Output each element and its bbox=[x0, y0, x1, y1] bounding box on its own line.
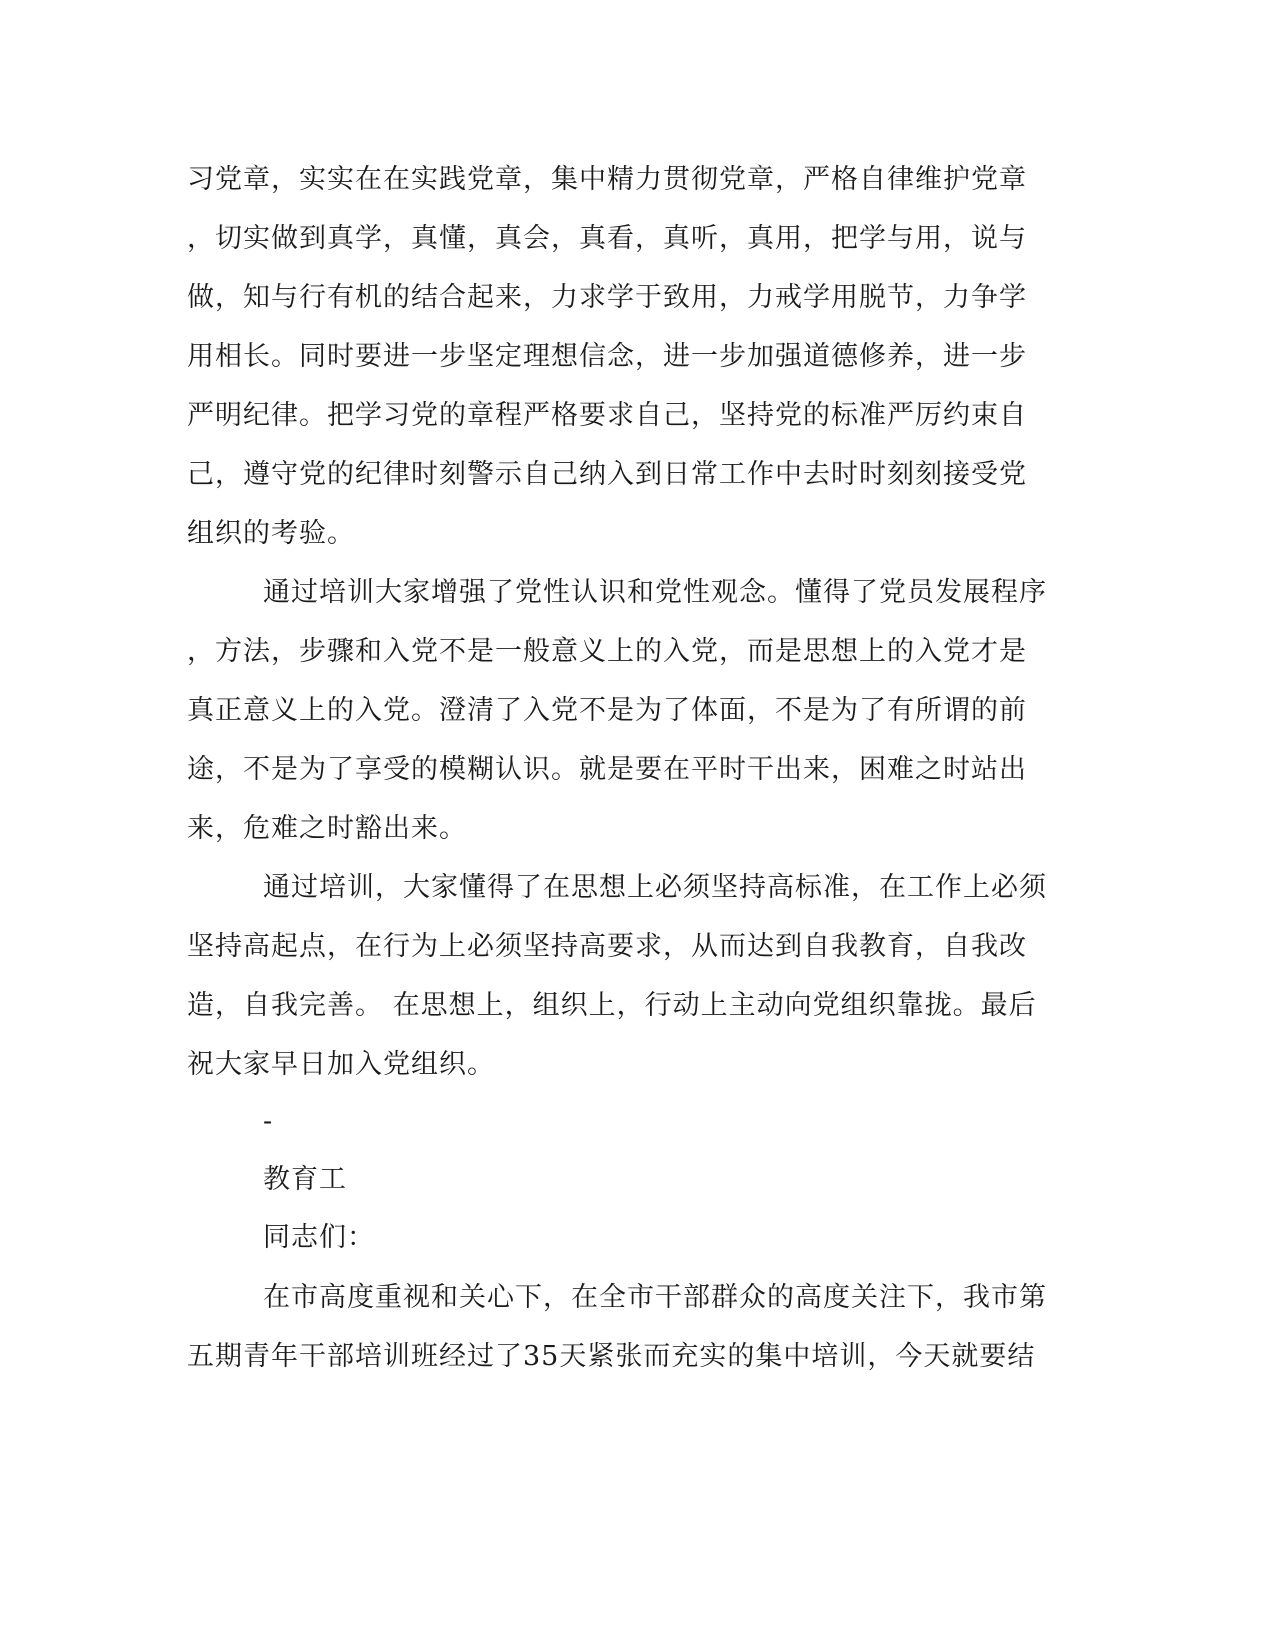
paragraph-2-line-4: 途，不是为了享受的模糊认识。就是要在平时干出来，困难之时站出 bbox=[187, 754, 1027, 785]
paragraph-1-line-4: 用相长。同时要进一步坚定理想信念，进一步加强道德修养，进一步 bbox=[187, 341, 1027, 372]
paragraph-4-line-1: 在市高度重视和关心下，在全市干部群众的高度关注下，我市第 bbox=[263, 1282, 1047, 1313]
paragraph-3-line-3: 造，自我完善。 在思想上，组织上，行动上主动向党组织靠拢。最后 bbox=[187, 990, 1037, 1021]
paragraph-2-line-1: 通过培训大家增强了党性认识和党性观念。懂得了党员发展程序 bbox=[263, 577, 1047, 608]
paragraph-3-line-1: 通过培训，大家懂得了在思想上必须坚持高标准，在工作上必须 bbox=[263, 872, 1047, 903]
separator-dash: - bbox=[263, 1106, 274, 1137]
paragraph-1-line-5: 严明纪律。把学习党的章程严格要求自己，坚持党的标准严厉约束自 bbox=[187, 400, 1027, 431]
paragraph-1-line-6: 己，遵守党的纪律时刻警示自己纳入到日常工作中去时时刻刻接受党 bbox=[187, 459, 1027, 490]
paragraph-2-line-5: 来，危难之时豁出来。 bbox=[187, 813, 467, 844]
paragraph-1-line-2: ，切实做到真学，真懂，真会，真看，真听，真用，把学与用，说与 bbox=[187, 223, 1027, 254]
paragraph-1-line-3: 做，知与行有机的结合起来，力求学于致用，力戒学用脱节，力争学 bbox=[187, 282, 1027, 313]
paragraph-3-line-4: 祝大家早日加入党组织。 bbox=[187, 1049, 495, 1080]
paragraph-4-line-2: 五期青年干部培训班经过了35天紧张而充实的集中培训，今天就要结 bbox=[187, 1341, 1036, 1372]
paragraph-3-line-2: 坚持高起点，在行为上必须坚持高要求，从而达到自我教育，自我改 bbox=[187, 931, 1027, 962]
salutation: 同志们： bbox=[263, 1222, 375, 1253]
paragraph-2-line-2: ，方法，步骤和入党不是一般意义上的入党，而是思想上的入党才是 bbox=[187, 636, 1027, 667]
paragraph-2-line-3: 真正意义上的入党。澄清了入党不是为了体面，不是为了有所谓的前 bbox=[187, 695, 1027, 726]
paragraph-1-line-1: 习党章，实实在在实践党章，集中精力贯彻党章，严格自律维护党章 bbox=[187, 164, 1027, 195]
paragraph-1-line-7: 组织的考验。 bbox=[187, 518, 355, 549]
section-heading: 教育工 bbox=[263, 1164, 347, 1195]
